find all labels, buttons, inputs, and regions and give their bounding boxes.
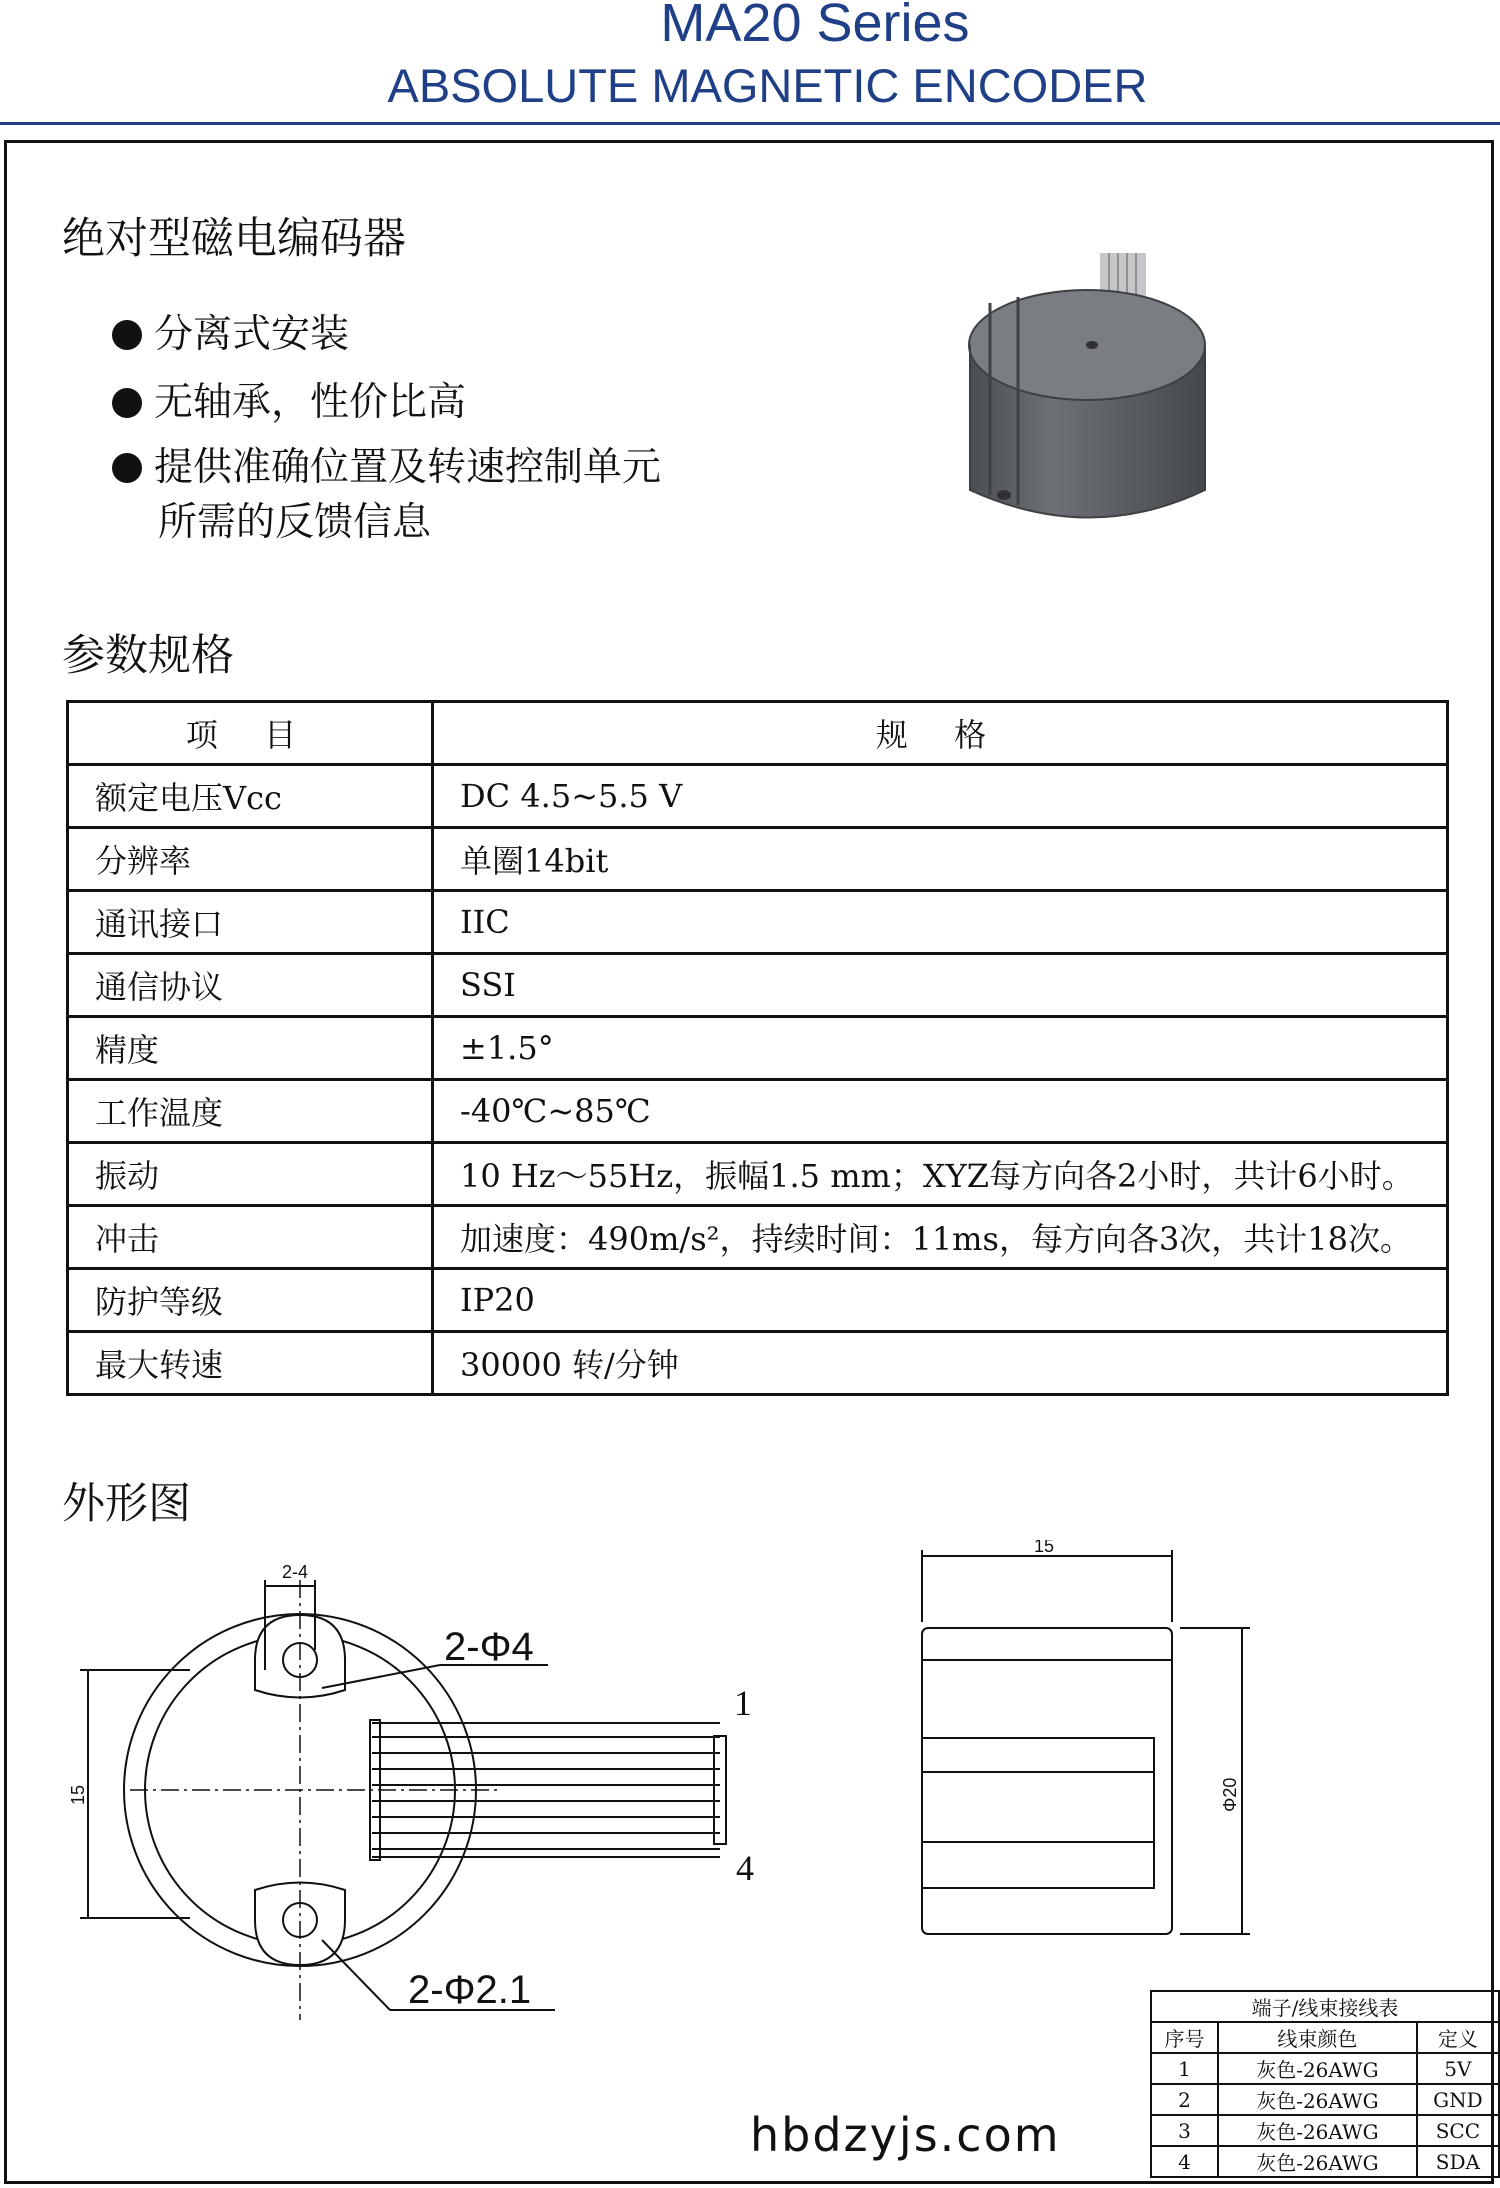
feature-item-2: 无轴承，性价比高 xyxy=(112,375,466,430)
wiring-color: 灰色-26AWG xyxy=(1218,2053,1417,2084)
spec-table xyxy=(66,700,1449,1396)
wiring-color: 灰色-26AWG xyxy=(1218,2146,1417,2177)
spec-key: 防护等级 xyxy=(68,1269,433,1332)
wiring-header-def: 定义 xyxy=(1417,2022,1499,2053)
spec-value: 10 Hz～55Hz，振幅1.5 mm；XYZ每方向各2小时，共计6小时。 xyxy=(433,1143,1448,1206)
table-row xyxy=(1151,2115,1499,2146)
table-row xyxy=(1151,2053,1499,2084)
pin-label-first: 1 xyxy=(734,1683,752,1723)
spec-key: 分辨率 xyxy=(68,828,433,891)
spec-value: -40℃~85℃ xyxy=(433,1080,1448,1143)
wiring-no: 4 xyxy=(1151,2146,1218,2177)
spec-key: 工作温度 xyxy=(68,1080,433,1143)
table-row xyxy=(68,1332,1448,1395)
wiring-no: 1 xyxy=(1151,2053,1218,2084)
wiring-color: 灰色-26AWG xyxy=(1218,2084,1417,2115)
diameter-dimension: Φ20 xyxy=(1220,1777,1240,1812)
bullet-icon xyxy=(112,453,142,483)
wiring-no: 3 xyxy=(1151,2115,1218,2146)
spec-value: ±1.5° xyxy=(433,1017,1448,1080)
table-row xyxy=(68,891,1448,954)
spec-key: 额定电压Vcc xyxy=(68,765,433,828)
spec-key: 振动 xyxy=(68,1143,433,1206)
spec-value: 单圈14bit xyxy=(433,828,1448,891)
wiring-no: 2 xyxy=(1151,2084,1218,2115)
wiring-header-color: 线束颜色 xyxy=(1218,2022,1417,2053)
spec-value: SSI xyxy=(433,954,1448,1017)
table-row xyxy=(68,1080,1448,1143)
side-view-drawing xyxy=(900,1540,1260,1980)
series-title: MA20 Series xyxy=(660,0,970,53)
spec-value: 加速度：490m/s²，持续时间：11ms，每方向各3次，共计18次。 xyxy=(433,1206,1448,1269)
wiring-def: 5V xyxy=(1417,2053,1499,2084)
hole-dimension-small: 2-Φ2.1 xyxy=(408,1968,532,2012)
bullet-icon xyxy=(112,388,142,418)
table-row xyxy=(68,1017,1448,1080)
spec-value: DC 4.5~5.5 V xyxy=(433,765,1448,828)
wiring-def: GND xyxy=(1417,2084,1499,2115)
encoder-product-image xyxy=(960,245,1220,545)
spec-value: IP20 xyxy=(433,1269,1448,1332)
website-url: hbdzyjs.com xyxy=(750,2108,1061,2162)
wiring-table xyxy=(1150,1990,1500,2178)
front-view-drawing xyxy=(60,1560,780,2060)
spec-header-item: 项 目 xyxy=(68,702,433,765)
table-row xyxy=(68,828,1448,891)
wiring-def: SCC xyxy=(1417,2115,1499,2146)
feature-item-3-continued: 所需的反馈信息 xyxy=(158,500,432,545)
spec-key: 通信协议 xyxy=(68,954,433,1017)
table-row xyxy=(68,954,1448,1017)
wiring-header-no: 序号 xyxy=(1151,2022,1218,2053)
feature-item-1: 分离式安装 xyxy=(112,307,349,362)
pin-label-last: 4 xyxy=(736,1848,754,1888)
table-row xyxy=(1151,2146,1499,2177)
product-title: 绝对型磁电编码器 xyxy=(62,214,406,264)
spec-key: 精度 xyxy=(68,1017,433,1080)
spec-value: 30000 转/分钟 xyxy=(433,1332,1448,1395)
spec-key: 冲击 xyxy=(68,1206,433,1269)
side-width-dimension: 15 xyxy=(1034,1540,1055,1556)
header-divider xyxy=(0,122,1500,125)
slot-dimension: 2-4 xyxy=(282,1562,309,1582)
bullet-icon xyxy=(112,320,142,350)
spec-value: IIC xyxy=(433,891,1448,954)
table-row xyxy=(68,1143,1448,1206)
spec-header-spec: 规 格 xyxy=(433,702,1448,765)
wiring-def: SDA xyxy=(1417,2146,1499,2177)
outline-section-title: 外形图 xyxy=(62,1479,191,1529)
wiring-table-title: 端子/线束接线表 xyxy=(1151,1991,1499,2022)
table-row xyxy=(68,1206,1448,1269)
hole-dimension-large: 2-Φ4 xyxy=(444,1625,534,1669)
table-row xyxy=(1151,2084,1499,2115)
height-dimension: 15 xyxy=(68,1784,88,1805)
table-row xyxy=(68,765,1448,828)
spec-key: 最大转速 xyxy=(68,1332,433,1395)
spec-section-title: 参数规格 xyxy=(62,631,234,681)
table-row xyxy=(68,1269,1448,1332)
wiring-color: 灰色-26AWG xyxy=(1218,2115,1417,2146)
series-subtitle: ABSOLUTE MAGNETIC ENCODER xyxy=(387,59,1148,112)
spec-key: 通讯接口 xyxy=(68,891,433,954)
feature-item-3: 提供准确位置及转速控制单元 所需的反馈信息 xyxy=(112,440,661,550)
